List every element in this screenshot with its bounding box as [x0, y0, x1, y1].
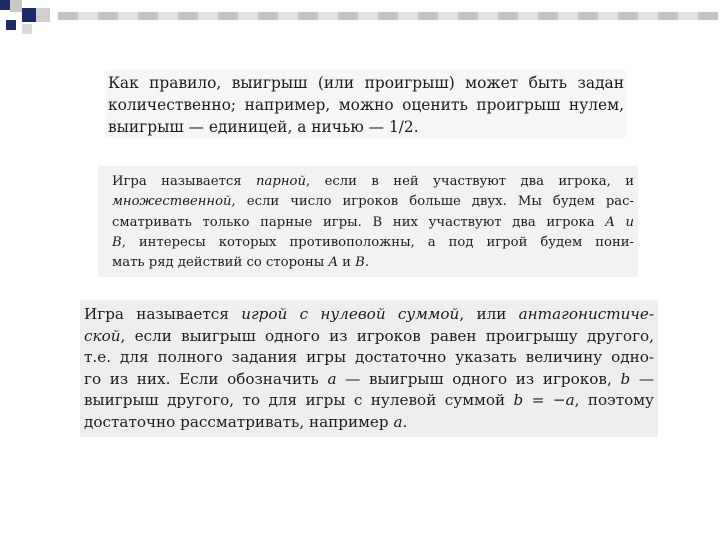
decor-square-navy-3 — [6, 20, 16, 30]
decor-stripe-cell — [538, 12, 558, 20]
decor-stripe-cell — [698, 12, 718, 20]
decor-stripe-cell — [238, 12, 258, 20]
decor-stripe-cell — [218, 12, 238, 20]
decor-stripe-cell — [398, 12, 418, 20]
decor-square-gray-3 — [22, 24, 32, 34]
slide-header-decoration — [0, 0, 720, 40]
decor-stripe-cell — [178, 12, 198, 20]
decor-square-navy-1 — [0, 0, 10, 10]
decor-stripe-cell — [498, 12, 518, 20]
decor-stripe-cell — [98, 12, 118, 20]
text-line: Игра называется игрой с нулевой суммой, или антагонистиче- — [84, 305, 654, 323]
decor-stripe-cell — [78, 12, 98, 20]
decor-stripe-cell — [158, 12, 178, 20]
decor-stripe-cell — [438, 12, 458, 20]
text-line: Игра называется парной, если в ней участвуют два игрока, и — [112, 174, 634, 189]
decor-stripe-cell — [58, 12, 78, 20]
decor-stripe-bar — [58, 12, 720, 20]
decor-square-navy-2 — [22, 8, 36, 22]
text-line: мать ряд действий со стороны A и B. — [112, 255, 370, 271]
decor-stripe-cell — [598, 12, 618, 20]
decor-stripe-cell — [578, 12, 598, 20]
text-line: B, интересы которых противоположны, а под игрой будем пони- — [112, 234, 634, 250]
decor-stripe-cell — [638, 12, 658, 20]
decor-square-gray-1 — [10, 0, 22, 12]
term-paired: парной — [256, 174, 306, 189]
scan-paragraph-zero-sum — [80, 300, 658, 437]
decor-stripe-cell — [278, 12, 298, 20]
decor-stripe-cell — [258, 12, 278, 20]
text-line: ской, если выигрыш одного из игроков равен проигрышу другого, — [84, 326, 654, 345]
decor-stripe-cell — [658, 12, 678, 20]
text-line: го из них. Если обозначить a — выигрыш одного из игроков, b — — [84, 369, 655, 388]
text-line: количественно; например, можно оценить проигрыш нулем, — [108, 96, 624, 114]
decor-stripe-cell — [298, 12, 318, 20]
decor-square-gray-2 — [36, 8, 50, 22]
term-antagonistic: антагонистиче- — [518, 305, 654, 323]
decor-stripe-cell — [358, 12, 378, 20]
text-line: т.е. для полного задания игры достаточно указать величину одно- — [84, 348, 654, 366]
decor-stripe-cell — [618, 12, 638, 20]
text-line: сматривать только парные игры. В них участвуют два игрока A и — [112, 214, 634, 230]
decor-stripe-cell — [678, 12, 698, 20]
decor-stripe-cell — [138, 12, 158, 20]
scan-paragraph-outcome — [106, 70, 626, 138]
text-line: достаточно рассматривать, например a. — [84, 412, 408, 431]
decor-stripe-cell — [518, 12, 538, 20]
text-line: Как правило, выигрыш (или проигрыш) может быть задан — [108, 74, 624, 92]
decor-stripe-cell — [478, 12, 498, 20]
text-line: выигрыш — единицей, а ничью — 1/2. — [108, 118, 419, 136]
decor-stripe-cell — [318, 12, 338, 20]
text-line: множественной, если число игроков больше двух. Мы будем рас- — [112, 194, 634, 210]
scan-paragraph-pair-game — [98, 166, 638, 277]
decor-stripe-cell — [338, 12, 358, 20]
text-line: выигрыш другого, то для игры с нулевой суммой b = −a, поэтому — [84, 391, 654, 409]
term-multiple: множественной — [112, 194, 232, 210]
decor-stripe-cell — [198, 12, 218, 20]
decor-stripe-cell — [118, 12, 138, 20]
decor-stripe-cell — [558, 12, 578, 20]
term-zero-sum: игрой с нулевой суммой — [241, 305, 460, 323]
decor-stripe-cell — [418, 12, 438, 20]
decor-stripe-cell — [378, 12, 398, 20]
decor-stripe-cell — [458, 12, 478, 20]
